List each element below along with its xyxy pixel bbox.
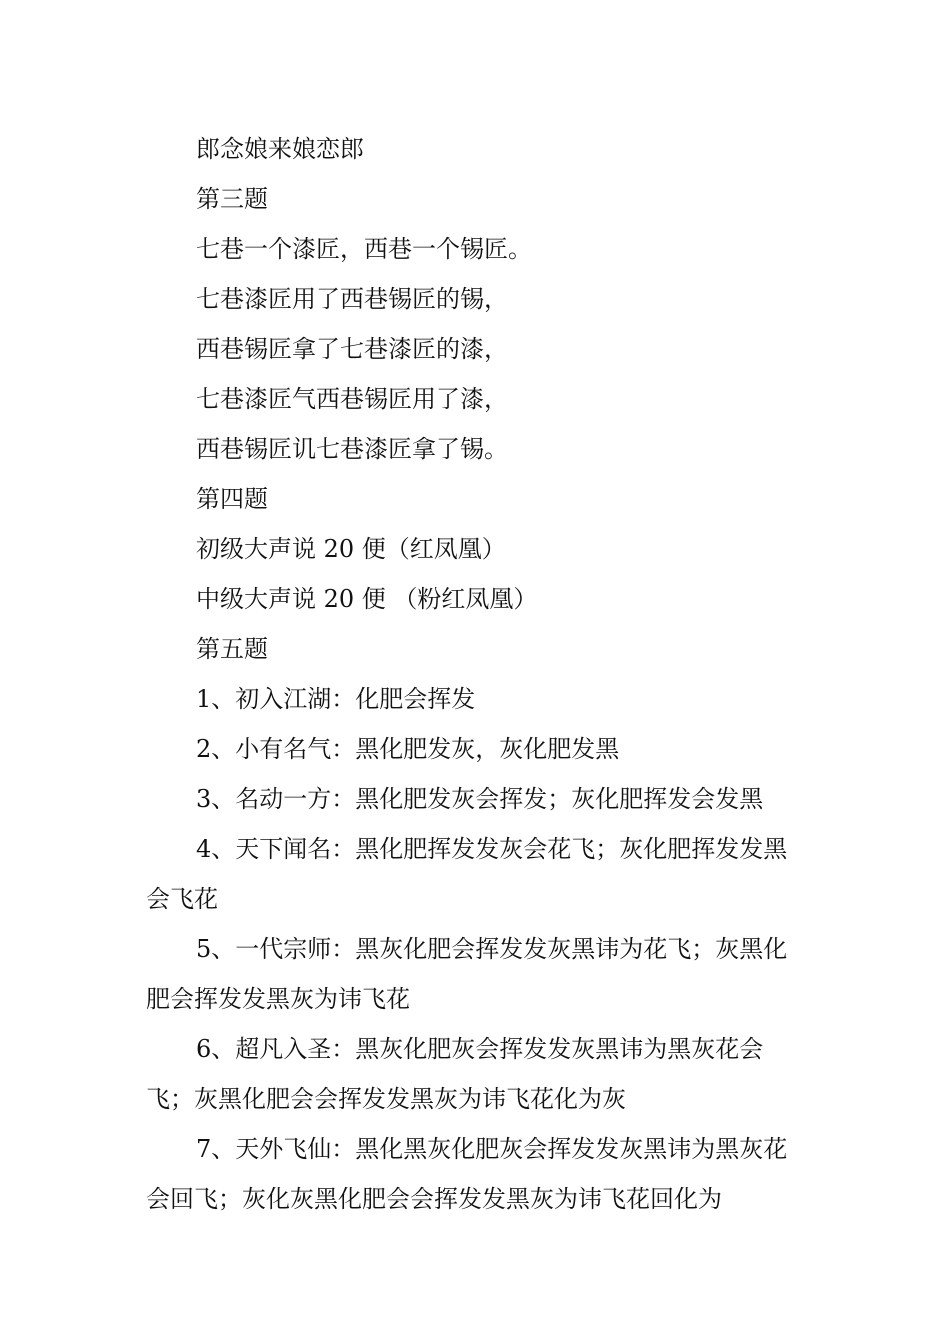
text-line: 七巷一个漆匠，西巷一个锡匠。 (196, 235, 532, 263)
section-heading: 第四题 (196, 485, 268, 513)
text-line: 西巷锡匠讥七巷漆匠拿了锡。 (196, 435, 508, 463)
list-item: 4、天下闻名：黑化肥挥发发灰会花飞；灰化肥挥发发黑会飞花 (146, 835, 788, 913)
document-body (146, 124, 806, 1224)
list-item: 2、小有名气：黑化肥发灰，灰化肥发黑 (196, 735, 620, 763)
text-line: 初级大声说 20 便（红凤凰） (196, 535, 506, 563)
text-line: 七巷漆匠气西巷锡匠用了漆， (196, 385, 508, 413)
text-line: 郎念娘来娘恋郎 (196, 135, 364, 163)
section-heading: 第三题 (196, 185, 268, 213)
list-item: 5、一代宗师：黑灰化肥会挥发发灰黑讳为花飞；灰黑化肥会挥发发黑灰为讳飞花 (146, 935, 788, 1013)
list-item: 6、超凡入圣：黑灰化肥灰会挥发发灰黑讳为黑灰花会飞；灰黑化肥会会挥发发黑灰为讳飞花化为灰 (146, 1035, 764, 1113)
text-line: 中级大声说 20 便 （粉红凤凰） (196, 585, 538, 613)
text-line: 七巷漆匠用了西巷锡匠的锡， (196, 285, 508, 313)
text-line: 西巷锡匠拿了七巷漆匠的漆， (196, 335, 508, 363)
section-heading: 第五题 (196, 635, 268, 663)
list-item: 1、初入江湖：化肥会挥发 (196, 685, 476, 713)
list-item: 7、天外飞仙：黑化黑灰化肥灰会挥发发灰黑讳为黑灰花会回飞；灰化灰黑化肥会会挥发发黑灰为讳飞花回化为 (146, 1135, 788, 1213)
list-item: 3、名动一方：黑化肥发灰会挥发；灰化肥挥发会发黑 (196, 785, 764, 813)
